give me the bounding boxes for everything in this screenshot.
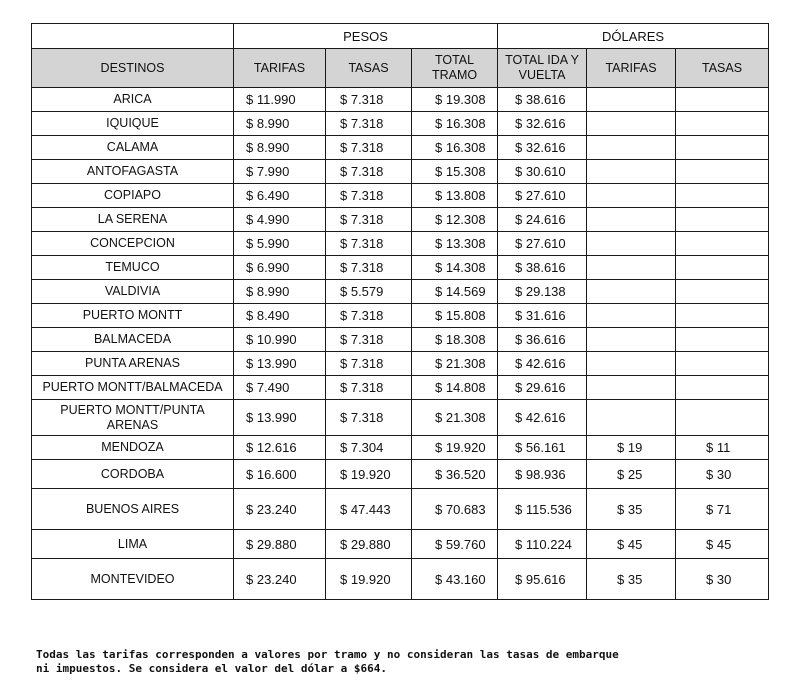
tarifa-pesos-cell: $ 13.990 [234, 400, 326, 436]
table-row [32, 352, 769, 376]
total-ida-vuelta-cell: $ 27.610 [498, 232, 587, 256]
destination-cell: PUERTO MONTT [32, 304, 234, 328]
destination-cell: BUENOS AIRES [32, 489, 234, 530]
total-ida-vuelta-cell: $ 38.616 [498, 256, 587, 280]
destination-cell: PUNTA ARENAS [32, 352, 234, 376]
column-header-total-ida-vuelta: TOTAL IDA Y VUELTA [498, 49, 587, 88]
table-row [32, 489, 769, 530]
table-row [32, 232, 769, 256]
tarifa-pesos-cell: $ 5.990 [234, 232, 326, 256]
tarifa-dolares-cell [587, 232, 676, 256]
tasa-dolares-cell [676, 328, 769, 352]
total-ida-vuelta-cell: $ 42.616 [498, 400, 587, 436]
table-row [32, 460, 769, 489]
table-row [32, 436, 769, 460]
destination-cell: CONCEPCION [32, 232, 234, 256]
total-ida-vuelta-cell: $ 27.610 [498, 184, 587, 208]
tarifa-dolares-cell: $ 35 [587, 559, 676, 600]
tarifa-pesos-cell: $ 11.990 [234, 88, 326, 112]
destination-cell: BALMACEDA [32, 328, 234, 352]
footnote: Todas las tarifas corresponden a valores por tramo y no consideran las tasas de embarque ni impuestos. Se considera el valor del dólar a $664. [36, 648, 619, 675]
total-ida-vuelta-cell: $ 115.536 [498, 489, 587, 530]
tasa-dolares-cell [676, 136, 769, 160]
table-row [32, 328, 769, 352]
tarifa-pesos-cell: $ 8.490 [234, 304, 326, 328]
table-row [32, 304, 769, 328]
tasa-pesos-cell: $ 7.318 [326, 232, 412, 256]
tasa-dolares-cell [676, 400, 769, 436]
destination-cell: ARICA [32, 88, 234, 112]
tasa-dolares-cell [676, 184, 769, 208]
destination-cell: LA SERENA [32, 208, 234, 232]
table-row [32, 160, 769, 184]
table-row [32, 184, 769, 208]
total-ida-vuelta-cell: $ 29.616 [498, 376, 587, 400]
tasa-pesos-cell: $ 7.318 [326, 136, 412, 160]
destination-cell: PUERTO MONTT/PUNTA ARENAS [32, 400, 234, 436]
tarifa-dolares-cell [587, 184, 676, 208]
total-tramo-cell: $ 13.308 [412, 232, 498, 256]
tarifa-dolares-cell [587, 160, 676, 184]
table-row [32, 256, 769, 280]
pesos-group-label: PESOS [234, 24, 498, 49]
total-ida-vuelta-cell: $ 56.161 [498, 436, 587, 460]
total-ida-vuelta-cell: $ 32.616 [498, 112, 587, 136]
tarifa-dolares-cell [587, 112, 676, 136]
column-header-tasas-dolares: TASAS [676, 49, 769, 88]
tarifa-pesos-cell: $ 6.990 [234, 256, 326, 280]
total-tramo-cell: $ 14.308 [412, 256, 498, 280]
total-tramo-cell: $ 15.308 [412, 160, 498, 184]
column-header-tarifas-dolares: TARIFAS [587, 49, 676, 88]
column-header-total-tramo: TOTAL TRAMO [412, 49, 498, 88]
tarifa-pesos-cell: $ 8.990 [234, 280, 326, 304]
total-tramo-cell: $ 36.520 [412, 460, 498, 489]
tarifa-dolares-cell [587, 304, 676, 328]
tasa-dolares-cell: $ 71 [676, 489, 769, 530]
total-tramo-cell: $ 16.308 [412, 136, 498, 160]
tasa-pesos-cell: $ 7.318 [326, 256, 412, 280]
tasa-dolares-cell [676, 256, 769, 280]
tasa-pesos-cell: $ 7.304 [326, 436, 412, 460]
tasa-pesos-cell: $ 7.318 [326, 112, 412, 136]
tarifa-pesos-cell: $ 10.990 [234, 328, 326, 352]
tasa-dolares-cell [676, 280, 769, 304]
tasa-dolares-cell: $ 30 [676, 460, 769, 489]
tarifa-pesos-cell: $ 4.990 [234, 208, 326, 232]
tasa-dolares-cell [676, 160, 769, 184]
total-tramo-cell: $ 21.308 [412, 352, 498, 376]
tarifa-dolares-cell [587, 352, 676, 376]
tasa-pesos-cell: $ 7.318 [326, 160, 412, 184]
tasa-dolares-cell [676, 232, 769, 256]
tasa-dolares-cell [676, 208, 769, 232]
fare-table [31, 23, 769, 600]
table-row [32, 280, 769, 304]
tasa-pesos-cell: $ 29.880 [326, 530, 412, 559]
tarifa-dolares-cell [587, 88, 676, 112]
tarifa-pesos-cell: $ 6.490 [234, 184, 326, 208]
tarifa-pesos-cell: $ 29.880 [234, 530, 326, 559]
total-tramo-cell: $ 19.308 [412, 88, 498, 112]
destination-cell: CALAMA [32, 136, 234, 160]
column-header-tasas-pesos: TASAS [326, 49, 412, 88]
destination-cell: MENDOZA [32, 436, 234, 460]
tarifa-dolares-cell: $ 19 [587, 436, 676, 460]
tasa-pesos-cell: $ 7.318 [326, 208, 412, 232]
total-tramo-cell: $ 43.160 [412, 559, 498, 600]
destination-cell: COPIAPO [32, 184, 234, 208]
tasa-pesos-cell: $ 47.443 [326, 489, 412, 530]
tarifa-pesos-cell: $ 13.990 [234, 352, 326, 376]
total-ida-vuelta-cell: $ 110.224 [498, 530, 587, 559]
fare-rows [32, 88, 769, 600]
tasa-dolares-cell [676, 376, 769, 400]
tasa-pesos-cell: $ 19.920 [326, 460, 412, 489]
tarifa-pesos-cell: $ 7.990 [234, 160, 326, 184]
table-row [32, 112, 769, 136]
tasa-dolares-cell: $ 11 [676, 436, 769, 460]
tasa-dolares-cell: $ 45 [676, 530, 769, 559]
table-row [32, 88, 769, 112]
destination-cell: ANTOFAGASTA [32, 160, 234, 184]
tarifa-dolares-cell [587, 400, 676, 436]
tarifa-dolares-cell [587, 376, 676, 400]
total-ida-vuelta-cell: $ 38.616 [498, 88, 587, 112]
tarifa-dolares-cell [587, 256, 676, 280]
tarifa-pesos-cell: $ 7.490 [234, 376, 326, 400]
total-ida-vuelta-cell: $ 98.936 [498, 460, 587, 489]
tasa-pesos-cell: $ 7.318 [326, 376, 412, 400]
tasa-pesos-cell: $ 7.318 [326, 400, 412, 436]
tasa-dolares-cell [676, 304, 769, 328]
tasa-pesos-cell: $ 19.920 [326, 559, 412, 600]
total-ida-vuelta-cell: $ 29.138 [498, 280, 587, 304]
total-tramo-cell: $ 21.308 [412, 400, 498, 436]
destination-cell: TEMUCO [32, 256, 234, 280]
tarifa-dolares-cell [587, 208, 676, 232]
tasa-dolares-cell [676, 352, 769, 376]
destination-cell: PUERTO MONTT/BALMACEDA [32, 376, 234, 400]
total-tramo-cell: $ 14.569 [412, 280, 498, 304]
destination-cell: LIMA [32, 530, 234, 559]
column-header-row [32, 49, 769, 88]
total-tramo-cell: $ 12.308 [412, 208, 498, 232]
tarifa-dolares-cell [587, 136, 676, 160]
total-tramo-cell: $ 70.683 [412, 489, 498, 530]
total-tramo-cell: $ 18.308 [412, 328, 498, 352]
total-ida-vuelta-cell: $ 42.616 [498, 352, 587, 376]
total-ida-vuelta-cell: $ 31.616 [498, 304, 587, 328]
tarifa-pesos-cell: $ 23.240 [234, 559, 326, 600]
table-row [32, 208, 769, 232]
tasa-dolares-cell [676, 112, 769, 136]
destination-cell: MONTEVIDEO [32, 559, 234, 600]
column-header-destinos: DESTINOS [32, 49, 234, 88]
table-row [32, 400, 769, 436]
destination-cell: CORDOBA [32, 460, 234, 489]
table-row [32, 376, 769, 400]
tasa-dolares-cell [676, 88, 769, 112]
table-row [32, 530, 769, 559]
total-tramo-cell: $ 14.808 [412, 376, 498, 400]
tasa-pesos-cell: $ 7.318 [326, 184, 412, 208]
header-blank-cell [32, 24, 234, 49]
currency-group-header [32, 24, 769, 49]
total-ida-vuelta-cell: $ 95.616 [498, 559, 587, 600]
dolares-group-label: DÓLARES [498, 24, 769, 49]
tarifa-dolares-cell: $ 45 [587, 530, 676, 559]
total-ida-vuelta-cell: $ 24.616 [498, 208, 587, 232]
total-tramo-cell: $ 15.808 [412, 304, 498, 328]
tarifa-pesos-cell: $ 23.240 [234, 489, 326, 530]
total-tramo-cell: $ 19.920 [412, 436, 498, 460]
total-tramo-cell: $ 59.760 [412, 530, 498, 559]
table-row [32, 136, 769, 160]
tarifa-pesos-cell: $ 8.990 [234, 112, 326, 136]
tasa-pesos-cell: $ 7.318 [326, 88, 412, 112]
total-ida-vuelta-cell: $ 30.610 [498, 160, 587, 184]
total-tramo-cell: $ 16.308 [412, 112, 498, 136]
tasa-dolares-cell: $ 30 [676, 559, 769, 600]
destination-cell: VALDIVIA [32, 280, 234, 304]
tarifa-dolares-cell [587, 280, 676, 304]
tarifa-pesos-cell: $ 8.990 [234, 136, 326, 160]
total-ida-vuelta-cell: $ 36.616 [498, 328, 587, 352]
tasa-pesos-cell: $ 7.318 [326, 328, 412, 352]
tarifa-dolares-cell [587, 328, 676, 352]
tasa-pesos-cell: $ 7.318 [326, 352, 412, 376]
total-tramo-cell: $ 13.808 [412, 184, 498, 208]
tarifa-pesos-cell: $ 16.600 [234, 460, 326, 489]
tarifa-dolares-cell: $ 35 [587, 489, 676, 530]
destination-cell: IQUIQUE [32, 112, 234, 136]
tasa-pesos-cell: $ 5.579 [326, 280, 412, 304]
tarifa-pesos-cell: $ 12.616 [234, 436, 326, 460]
tarifa-dolares-cell: $ 25 [587, 460, 676, 489]
total-ida-vuelta-cell: $ 32.616 [498, 136, 587, 160]
column-header-tarifas-pesos: TARIFAS [234, 49, 326, 88]
table-row [32, 559, 769, 600]
tasa-pesos-cell: $ 7.318 [326, 304, 412, 328]
